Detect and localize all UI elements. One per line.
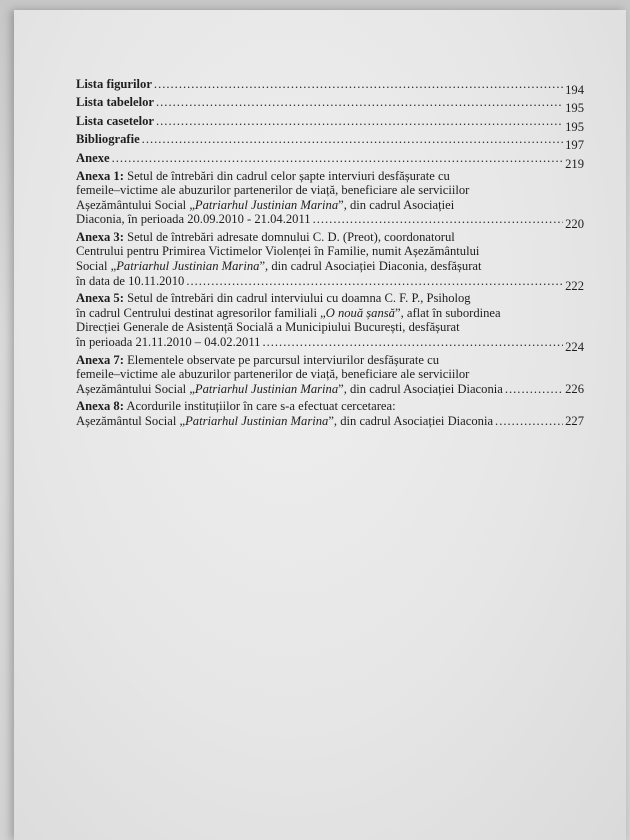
toc-leader-dots bbox=[156, 95, 563, 110]
annex-text: ”, din cadrul Asociației bbox=[338, 197, 455, 212]
toc-entry-lista-figurilor bbox=[76, 73, 584, 97]
annex-text: femeile–victime ale abuzurilor partenerilor de viață, beneficiare ale serviciilor bbox=[76, 183, 470, 198]
table-of-contents bbox=[76, 73, 584, 432]
annex-title: Anexa 3: bbox=[76, 229, 124, 244]
annex-italic-text: Patriarhul Justinian Marina bbox=[185, 414, 329, 428]
toc-page-number: 226 bbox=[565, 381, 584, 396]
annex-text: ”, din cadrul Asociației Diaconia, desfășurat bbox=[259, 259, 482, 274]
toc-entry-anexa-5 bbox=[76, 291, 584, 355]
document-page bbox=[14, 10, 626, 840]
annex-text: în cadrul Centrului destinat agresorilor familiali „ bbox=[76, 305, 326, 320]
annex-italic-text: Patriarhul Justinian Marina bbox=[194, 197, 339, 212]
toc-page-number: 195 bbox=[565, 119, 584, 134]
toc-label: Lista figurilor bbox=[76, 76, 152, 91]
annex-text: Acordurile instituțiilor în care s-a efectuat cercetarea: bbox=[126, 399, 396, 414]
toc-page-number: 194 bbox=[565, 82, 584, 97]
annex-text: ”, din cadrul Asociației Diaconia bbox=[328, 414, 494, 428]
toc-entry-lista-tabelelor bbox=[76, 92, 584, 116]
toc-entry-lista-casetelor bbox=[76, 110, 584, 134]
toc-label: Anexe bbox=[76, 150, 110, 165]
annex-text: femeile–victime ale abuzurilor partenerilor de viață, beneficiare ale serviciilor bbox=[76, 367, 470, 382]
annex-text: Așezământului Social „ bbox=[76, 197, 195, 212]
toc-entry-anexa-8 bbox=[76, 399, 584, 428]
toc-label: Lista casetelor bbox=[76, 113, 154, 128]
toc-leader-dots bbox=[262, 335, 563, 350]
toc-leader-dots bbox=[156, 114, 563, 129]
toc-page-number: 224 bbox=[565, 340, 584, 355]
annex-text: Așezământul Social „ bbox=[76, 414, 186, 428]
toc-page-number: 227 bbox=[565, 414, 584, 428]
annex-italic-text: Patriarhul Justinian Marina bbox=[116, 259, 260, 274]
annex-text: ”, aflat în subordinea bbox=[394, 305, 501, 320]
annex-text: Centrului pentru Primirea Victimelor Violenței în Familie, numit Așezământului bbox=[76, 244, 480, 259]
annex-text: în perioada 21.11.2010 – 04.02.2011 bbox=[76, 335, 261, 350]
annex-text: Social „ bbox=[76, 259, 117, 274]
annex-title: Anexa 1: bbox=[76, 168, 124, 183]
toc-page-number: 195 bbox=[565, 101, 584, 116]
toc-entry-anexa-7 bbox=[76, 353, 584, 397]
annex-italic-text: O nouă șansă bbox=[325, 305, 395, 320]
toc-page-number: 197 bbox=[565, 138, 584, 153]
toc-entry-anexa-3 bbox=[76, 229, 584, 293]
toc-page-number: 219 bbox=[565, 156, 584, 171]
annex-text: Direcției Generale de Asistență Socială a Municipiului București, desfășurat bbox=[76, 320, 460, 335]
toc-label: Lista tabelelor bbox=[76, 95, 154, 110]
toc-page-number: 220 bbox=[565, 217, 584, 232]
toc-leader-dots bbox=[495, 414, 563, 429]
annex-text: Setul de întrebări adresate domnului C. D. (Preot), coordonatorul bbox=[127, 229, 455, 244]
toc-leader-dots bbox=[142, 132, 563, 147]
toc-label: Bibliografie bbox=[76, 132, 140, 147]
annex-italic-text: Patriarhul Justinian Marina bbox=[194, 381, 339, 396]
toc-leader-dots bbox=[154, 77, 563, 92]
annex-text: ”, din cadrul Asociației Diaconia bbox=[338, 381, 503, 396]
annex-text: Setul de întrebări din cadrul interviului cu doamna C. F. P., Psiholog bbox=[127, 291, 471, 306]
annex-text: Diaconia, în perioada 20.09.2010 - 21.04.2011 bbox=[76, 212, 311, 227]
toc-entry-anexe bbox=[76, 147, 584, 171]
toc-page-number: 222 bbox=[565, 278, 584, 293]
annex-text: în data de 10.11.2010 bbox=[76, 273, 185, 288]
annex-text: Elementele observate pe parcursul interviurilor desfășurate cu bbox=[127, 352, 439, 367]
toc-entry-bibliografie bbox=[76, 129, 584, 153]
annex-title: Anexa 8: bbox=[76, 399, 124, 414]
annex-text: Setul de întrebări din cadrul celor șapte interviuri desfășurate cu bbox=[127, 168, 450, 183]
annex-title: Anexa 5: bbox=[76, 291, 124, 306]
toc-leader-dots bbox=[313, 212, 564, 227]
toc-leader-dots bbox=[186, 274, 563, 289]
toc-leader-dots bbox=[505, 382, 563, 397]
annex-title: Anexa 7: bbox=[76, 352, 124, 367]
annex-text: Așezământului Social „ bbox=[76, 381, 195, 396]
toc-entry-anexa-1 bbox=[76, 168, 584, 232]
toc-leader-dots bbox=[112, 151, 564, 166]
